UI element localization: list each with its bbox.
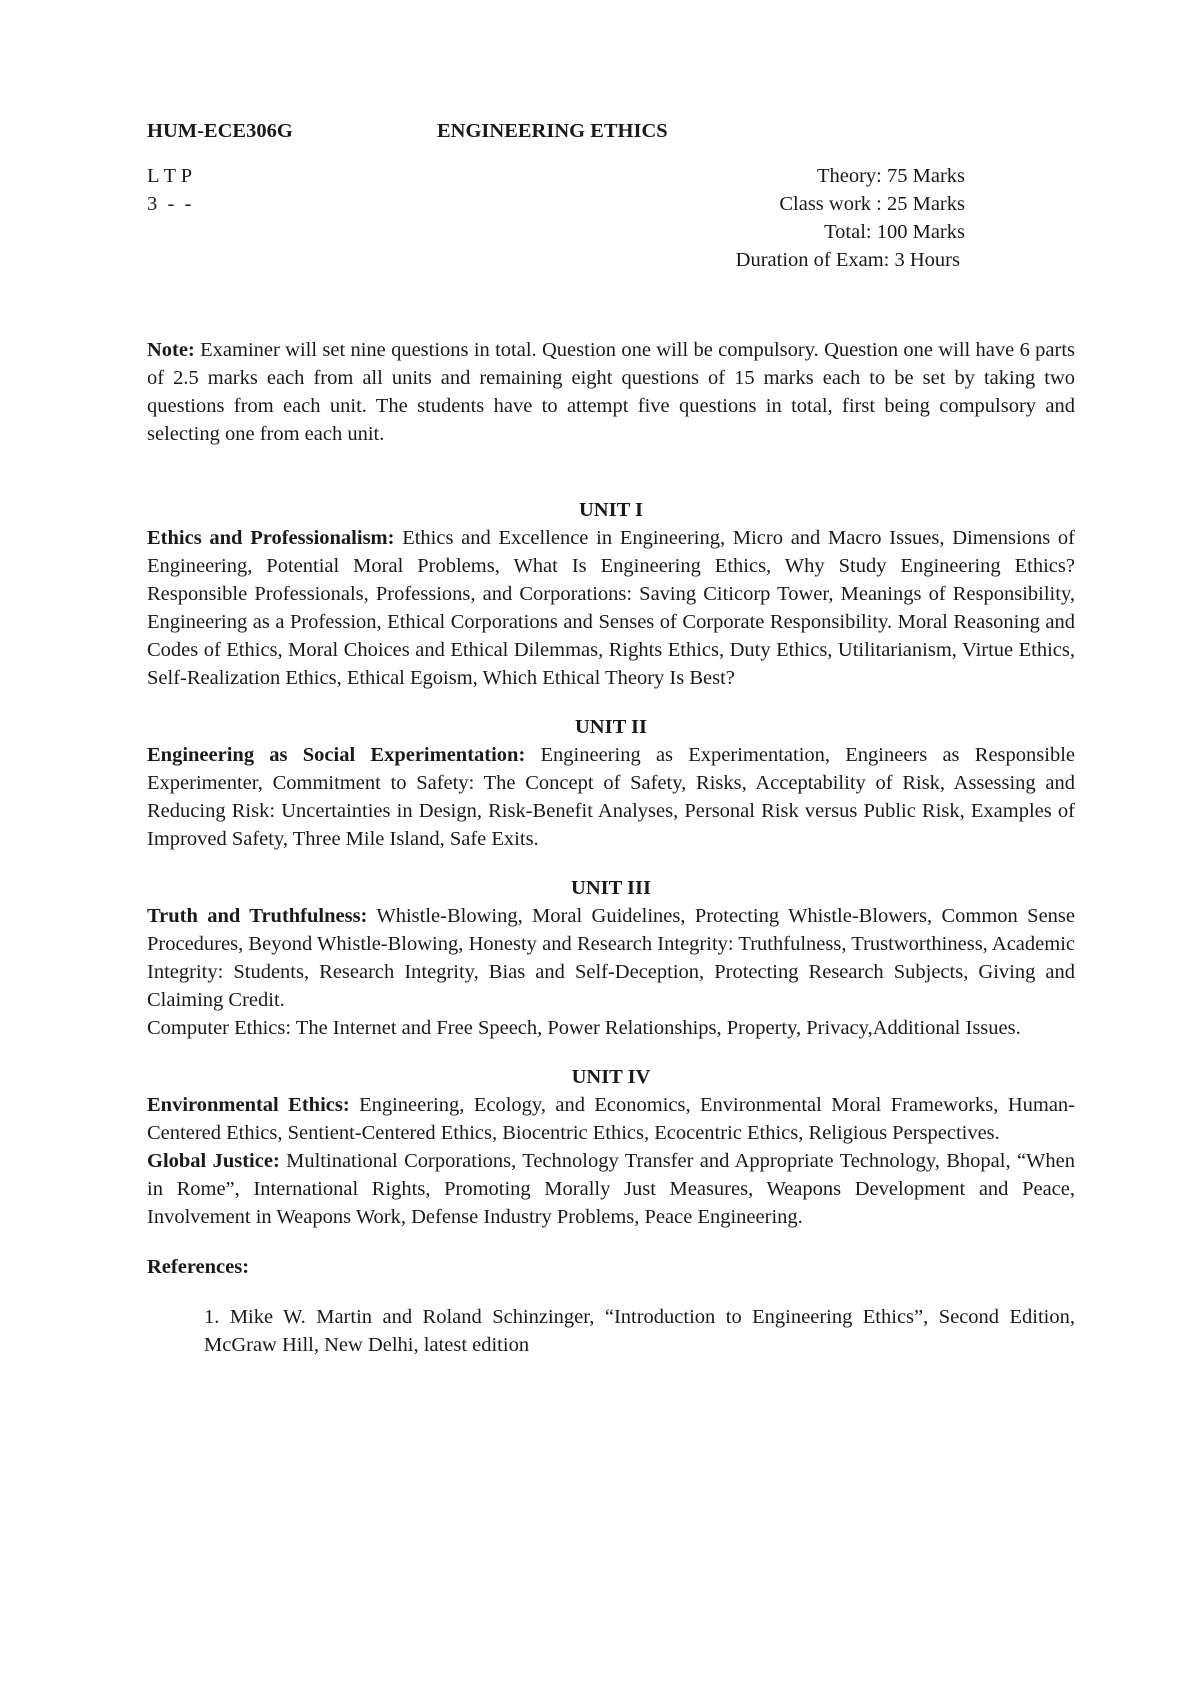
note-text: Examiner will set nine questions in total. Question one will be compulsory. Question one will have 6 parts of 2.5 marks each from all units and remaining eight questions of 15 marks each to be set by taking two questions from each unit. The students have to attempt five questions in total, first being compulsory and selecting one from each unit. bbox=[147, 339, 1075, 445]
ltp-values: 3 - - bbox=[147, 193, 192, 215]
theory-marks: Theory: 75 Marks bbox=[816, 165, 965, 187]
course-code: HUM-ECE306G bbox=[147, 120, 293, 142]
exam-note bbox=[147, 336, 1075, 448]
marks-block bbox=[660, 162, 965, 274]
unit-text-2: Multinational Corporations, Technology Transfer and Appropriate Technology, Bhopal, “When in Rome”, International Rights, Promoting Morally Just Measures, Weapons Development and Peace, Involvement in Weapons Work, Defense Industry Problems, Peace Engineering. bbox=[147, 1150, 1076, 1228]
unit-topic: Ethics and Professionalism: bbox=[147, 527, 395, 549]
ltp-block bbox=[147, 162, 192, 218]
reference-item: 1. Mike W. Martin and Roland Schinzinger, “Introduction to Engineering Ethics”, Second Edition, McGraw Hill, New Delhi, latest edition bbox=[204, 1306, 1075, 1356]
syllabus-content bbox=[147, 336, 1075, 1359]
unit-body bbox=[147, 524, 1075, 692]
references-heading: References: bbox=[147, 1256, 250, 1278]
unit-heading: UNIT IV bbox=[571, 1066, 651, 1088]
unit-text: Engineering, Ecology, and Economics, Environmental Moral Frameworks, Human-Centered Ethics, Sentient-Centered Ethics, Biocentric Ethics, Ecocentric Ethics, Religious Perspectives. bbox=[147, 1094, 1075, 1144]
unit-text: Whistle-Blowing, Moral Guidelines, Protecting Whistle-Blowers, Common Sense Procedures, Beyond Whistle-Blowing, Honesty and Research Integrity: Truthfulness, Trustworthiness, Academic Integrity: Students, Research Integrity, Bias and Self-Deception, Protecting Research Subjects, Giving and Claiming Credit. bbox=[147, 905, 1075, 1011]
unit-topic: Truth and Truthfulness: bbox=[147, 905, 368, 927]
unit-text: Ethics and Excellence in Engineering, Micro and Macro Issues, Dimensions of Engineering, Potential Moral Problems, What Is Engineering Ethics, Why Study Engineering Ethics? Responsible Professionals, Professions, and Corporations: Saving Citicorp Tower, Meanings of Responsibility, Engineering as a Profession, Ethical Corporations and Senses of Corporate Responsibility. Moral Reasoning and Codes of Ethics, Moral Choices and Ethical Dilemmas, Rights Ethics, Duty Ethics, Utilitarianism, Virtue Ethics, Self-Realization Ethics, Ethical Egoism, Which Ethical Theory Is Best? bbox=[147, 527, 1075, 689]
unit-body bbox=[147, 1091, 1075, 1147]
unit-extra-text: Computer Ethics: The Internet and Free Speech, Power Relationships, Property, Privacy,Additional Issues. bbox=[147, 1017, 1021, 1039]
unit-heading: UNIT III bbox=[571, 877, 651, 899]
unit-section bbox=[147, 874, 1075, 1042]
note-label: Note: bbox=[147, 339, 195, 361]
course-title: ENGINEERING ETHICS bbox=[437, 120, 668, 142]
unit-heading: UNIT I bbox=[579, 499, 643, 521]
unit-body bbox=[147, 902, 1075, 1014]
unit-topic: Environmental Ethics: bbox=[147, 1094, 350, 1116]
unit-section bbox=[147, 496, 1075, 692]
unit-text: Engineering as Experimentation, Engineers as Responsible Experimenter, Commitment to Safety: The Concept of Safety, Risks, Acceptability of Risk, Assessing and Reducing Risk: Uncertainties in Design, Risk-Benefit Analyses, Personal Risk versus Public Risk, Examples of Improved Safety, Three Mile Island, Safe Exits. bbox=[147, 744, 1075, 850]
exam-duration: Duration of Exam: 3 Hours bbox=[735, 249, 960, 271]
unit-body bbox=[147, 741, 1075, 853]
ltp-label: L T P bbox=[147, 165, 193, 187]
unit-topic-2: Global Justice: bbox=[147, 1150, 280, 1172]
total-marks: Total: 100 Marks bbox=[824, 221, 965, 243]
classwork-marks: Class work : 25 Marks bbox=[779, 193, 965, 215]
unit-heading: UNIT II bbox=[575, 716, 647, 738]
unit-body-2 bbox=[147, 1147, 1075, 1231]
unit-topic: Engineering as Social Experimentation: bbox=[147, 744, 526, 766]
unit-section bbox=[147, 713, 1075, 853]
unit-section bbox=[147, 1063, 1075, 1231]
